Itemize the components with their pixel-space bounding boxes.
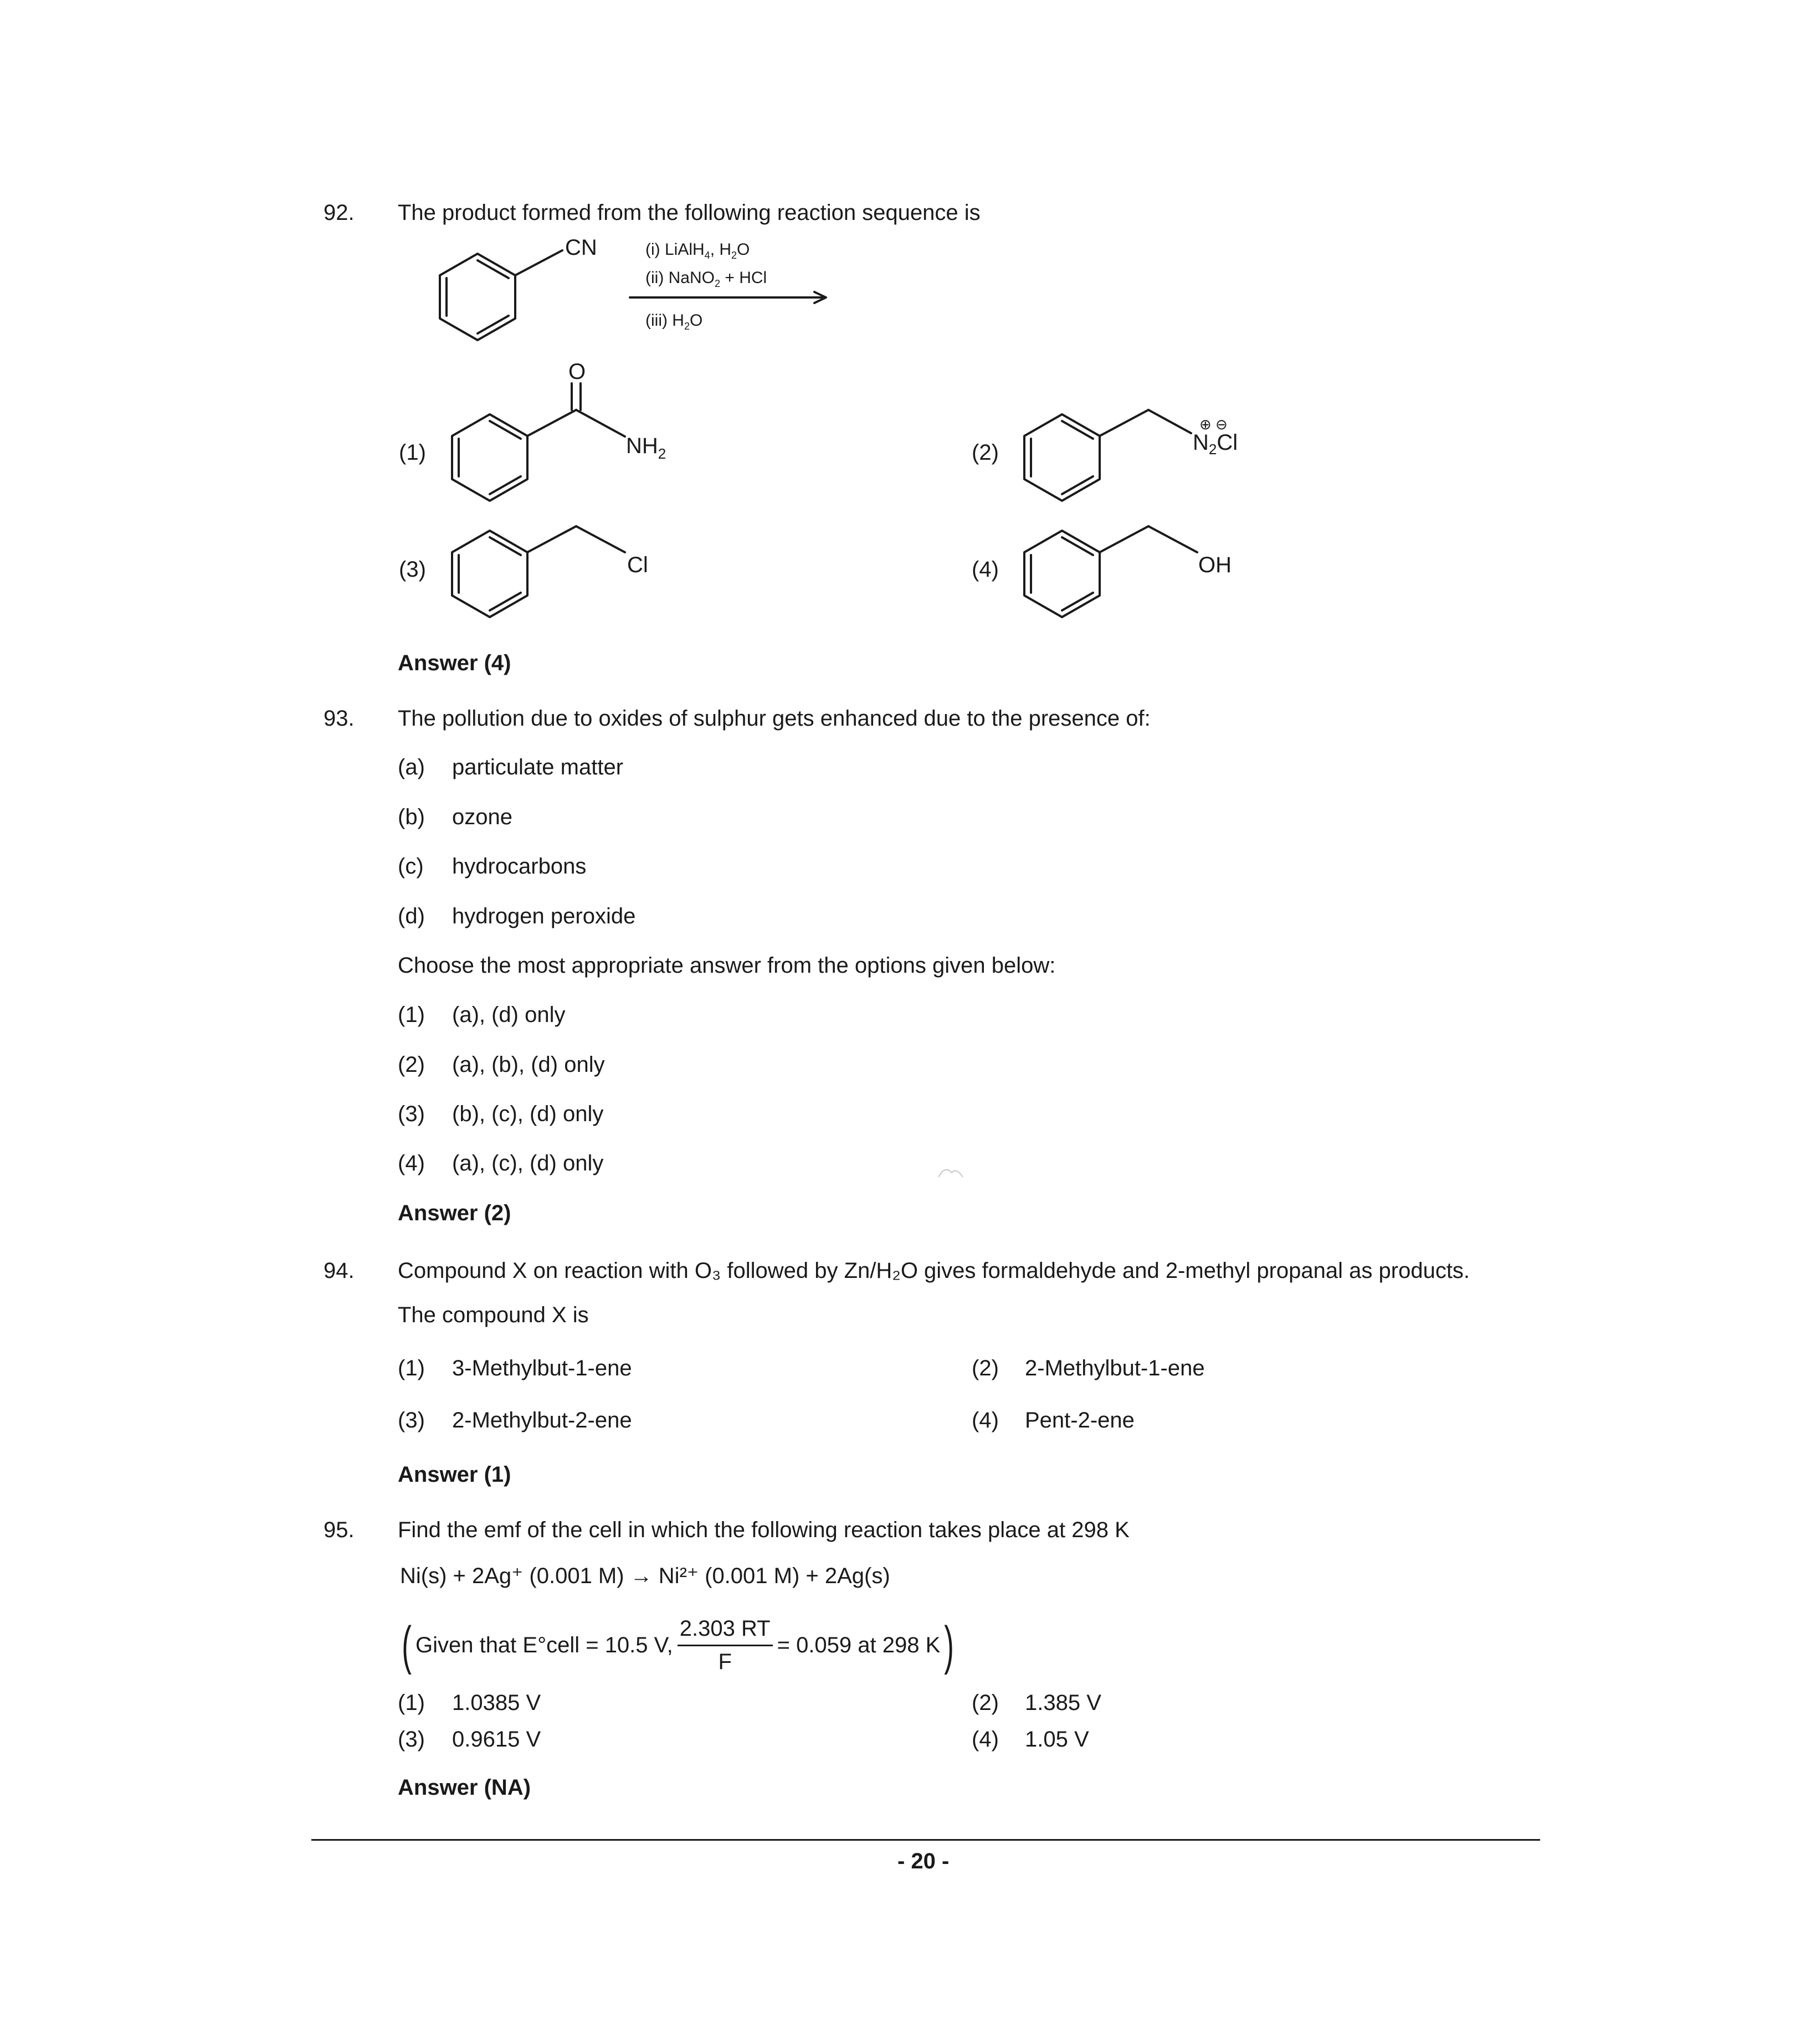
option-4-structure: [1022, 521, 1255, 631]
option-text: 0.9615 V: [452, 1727, 541, 1752]
option-text: 1.0385 V: [452, 1691, 541, 1715]
option-text: 2-Methylbut-1-ene: [1025, 1356, 1205, 1380]
answer: Answer (1): [398, 1462, 511, 1487]
given-suffix: = 0.059 at 298 K: [777, 1633, 941, 1657]
given-fraction: [678, 1616, 773, 1675]
option-label: (2): [972, 440, 999, 465]
option-label: (4): [972, 557, 999, 582]
item-text: hydrocarbons: [452, 854, 587, 879]
option-label: (4): [972, 1408, 999, 1432]
question-number: 94.: [324, 1259, 355, 1283]
option-1-structure: [450, 360, 683, 510]
option-2-structure: [1022, 404, 1266, 515]
item-label: (d): [398, 904, 425, 928]
option-3-structure: [450, 521, 671, 631]
diazonium-group-label: $N_2Cl$: [1193, 430, 1238, 458]
answer: Answer (NA): [398, 1775, 531, 1800]
option-text: 1.05 V: [1025, 1727, 1089, 1752]
option-label: (3): [398, 1727, 425, 1752]
option-text: (b), (c), (d) only: [452, 1102, 604, 1126]
option-label: (3): [398, 1102, 425, 1126]
scan-mark: [936, 1160, 969, 1183]
item-text: particulate matter: [452, 755, 624, 779]
left-paren: (: [402, 1615, 412, 1675]
question-number: 93.: [324, 706, 355, 731]
option-label: (3): [398, 1408, 425, 1432]
option-text: 3-Methylbut-1-ene: [452, 1356, 632, 1380]
option-label: (1): [398, 1003, 425, 1027]
question-stem: The product formed from the following reaction sequence is: [398, 201, 981, 225]
chloro-group-label: Cl: [627, 553, 648, 577]
footer-divider: [311, 1839, 1540, 1841]
given-condition: [398, 1616, 958, 1675]
question-stem-line-2: The compound X is: [398, 1303, 589, 1327]
instruction-text: Choose the most appropriate answer from the options given below:: [398, 953, 1056, 978]
item-text: hydrogen peroxide: [452, 904, 636, 928]
right-paren: ): [944, 1615, 955, 1675]
question-number: 92.: [324, 201, 355, 225]
question-number: 95.: [324, 1518, 355, 1542]
option-text: 2-Methylbut-2-ene: [452, 1408, 632, 1432]
option-label: (4): [972, 1727, 999, 1752]
reactant-structure: [438, 235, 620, 355]
item-label: (a): [398, 755, 425, 779]
given-prefix: Given that E°cell = 10.5 V,: [415, 1633, 673, 1657]
answer: Answer (2): [398, 1201, 511, 1225]
condition-3: (iii) $H_2O$: [645, 311, 703, 332]
option-label: (2): [972, 1356, 999, 1380]
condition-2: (ii) NaNO$_2$ + HCl: [645, 269, 767, 289]
reactant-group-label: CN: [565, 235, 597, 260]
option-label: (1): [398, 1691, 425, 1715]
carbonyl-oxygen-label: O: [568, 360, 586, 384]
option-text: (a), (d) only: [452, 1003, 566, 1027]
item-text: ozone: [452, 805, 512, 829]
cell-reaction: Ni(s) + 2Ag⁺ (0.001 M) → Ni²⁺ (0.001 M) + 2Ag(s): [400, 1564, 890, 1588]
page-number: - 20 -: [897, 1849, 950, 1873]
option-label: (2): [972, 1691, 999, 1715]
question-stem: The pollution due to oxides of sulphur gets enhanced due to the presence of:: [398, 706, 1151, 731]
option-label: (4): [398, 1151, 425, 1175]
option-label: (1): [398, 1356, 425, 1380]
question-stem-line-1: Compound X on reaction with O₃ followed by Zn/H₂O gives formaldehyde and 2-methyl propanal as products.: [398, 1259, 1470, 1283]
reaction-arrow: [629, 289, 834, 306]
condition-1: (i) LiAlH$_4$, $H_2O$: [645, 240, 750, 261]
fraction-numerator: 2.303 RT: [678, 1616, 773, 1646]
hydroxyl-group-label: OH: [1198, 553, 1232, 577]
diazonium-charges: ⊕ ⊖: [1199, 416, 1228, 433]
option-label: (3): [399, 557, 426, 582]
question-stem: Find the emf of the cell in which the following reaction takes place at 298 K: [398, 1518, 1130, 1542]
item-label: (c): [398, 854, 424, 879]
answer: Answer (4): [398, 651, 511, 675]
option-text: (a), (c), (d) only: [452, 1151, 604, 1175]
option-label: (2): [398, 1052, 425, 1077]
option-text: (a), (b), (d) only: [452, 1052, 605, 1077]
option-text: 1.385 V: [1025, 1691, 1101, 1715]
item-label: (b): [398, 805, 425, 829]
option-label: (1): [399, 440, 426, 465]
option-text: Pent-2-ene: [1025, 1408, 1135, 1432]
amide-group-label: $NH_2$: [626, 434, 666, 462]
fraction-denominator: F: [718, 1650, 732, 1674]
